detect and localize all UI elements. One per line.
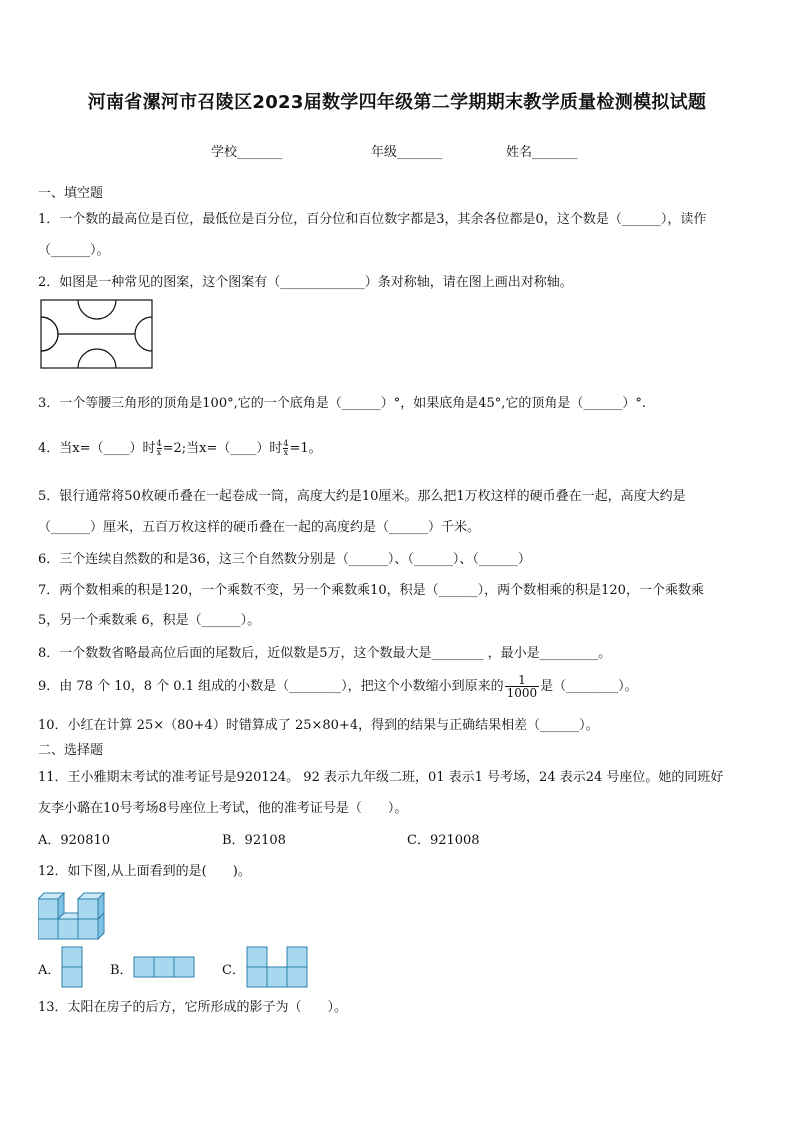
fraction-4-over-x <box>157 440 162 457</box>
question-4-part-c: =1。 <box>289 441 322 456</box>
question-7-line1: 7．两个数相乘的积是120，一个乘数不变，另一个乘数乘10，积是（______），两个数相乘的积是120，一个乘数乘 <box>38 583 704 598</box>
question-5-line2: （______）厘米，五百万枚这样的硬币叠在一起的高度约是（______）千米。 <box>38 520 481 535</box>
question-12-option-a-label: A． <box>38 963 61 978</box>
fraction-numerator: 1 <box>505 674 540 687</box>
question-12-option-b-label: B． <box>110 963 133 978</box>
question-12-option-c-label: C． <box>222 963 245 978</box>
symmetry-pattern-figure <box>40 299 154 371</box>
question-10: 10．小红在计算 25×（80+4）时错算成了 25×80+4，得到的结果与正确结果相差（______）。 <box>38 718 599 733</box>
option-a-view-figure <box>61 946 83 988</box>
fraction-numerator: 4 <box>156 439 162 448</box>
question-9-part-a: 9．由 78 个 10，8 个 0.1 组成的小数是（________），把这个小数缩小到原来的 <box>38 679 504 694</box>
name-field: 姓名_______ <box>506 145 578 160</box>
cube-stack-figure <box>38 888 108 940</box>
question-11-option-c: C．921008 <box>407 833 480 848</box>
option-b-view-figure <box>133 956 195 978</box>
section-choice-heading: 二、选择题 <box>38 743 104 758</box>
question-1-line2: （______）。 <box>38 243 110 258</box>
fraction-denominator: 1000 <box>506 686 538 700</box>
question-7-line2: 5，另一个乘数乘 6，积是（______）。 <box>38 613 261 628</box>
question-6: 6．三个连续自然数的和是36，这三个自然数分别是（______）、（______）、（______） <box>38 552 531 567</box>
section-fill-heading: 一、填空题 <box>38 186 104 201</box>
fraction-1-over-1000 <box>505 674 540 699</box>
grade-field: 年级_______ <box>371 145 443 160</box>
question-11-option-b: B．92108 <box>222 833 286 848</box>
school-field: 学校_______ <box>211 145 283 160</box>
question-12: 12．如下图,从上面看到的是( )。 <box>38 864 251 879</box>
question-11-line2: 友李小璐在10号考场8号座位上考试，他的准考证号是（ ）。 <box>38 801 408 816</box>
fraction-4-over-x-2 <box>283 440 288 457</box>
question-13: 13．太阳在房子的后方，它所形成的影子为（ ）。 <box>38 1000 348 1015</box>
page-title: 河南省漯河市召陵区2023届数学四年级第二学期期末教学质量检测模拟试题 <box>87 92 707 113</box>
question-2: 2．如图是一种常见的图案，这个图案有（_____________）条对称轴，请在图上画出对称轴。 <box>38 275 573 290</box>
fraction-denominator: x <box>156 448 162 457</box>
question-1-line1: 1．一个数的最高位是百位，最低位是百分位，百分位和百位数字都是3，其余各位都是0，这个数是（______），读作 <box>38 212 707 227</box>
question-8: 8．一个数数省略最高位后面的尾数后，近似数是5万，这个数最大是________ ，最小是_________。 <box>38 646 612 661</box>
question-4-part-b: =2;当x=（____）时 <box>162 441 283 456</box>
question-4 <box>38 437 322 457</box>
question-11-option-a: A．920810 <box>38 833 111 848</box>
option-c-view-figure <box>246 946 308 988</box>
question-5-line1: 5．银行通常将50枚硬币叠在一起卷成一筒，高度大约是10厘米。那么把1万枚这样的硬币叠在一起，高度大约是 <box>38 489 686 504</box>
fraction-denominator: x <box>283 448 289 457</box>
question-3: 3．一个等腰三角形的顶角是100°,它的一个底角是（______）°，如果底角是45°,它的顶角是（______）°. <box>38 396 647 411</box>
fraction-numerator: 4 <box>283 439 289 448</box>
question-9-part-b: 是（________）。 <box>540 679 638 694</box>
question-9 <box>38 674 638 699</box>
question-4-part-a: 4．当x=（____）时 <box>38 441 156 456</box>
question-11-line1: 11．王小雅期末考试的准考证号是920124。 92 表示九年级二班，01 表示1 号考场，24 表示24 号座位。她的同班好 <box>38 770 724 785</box>
